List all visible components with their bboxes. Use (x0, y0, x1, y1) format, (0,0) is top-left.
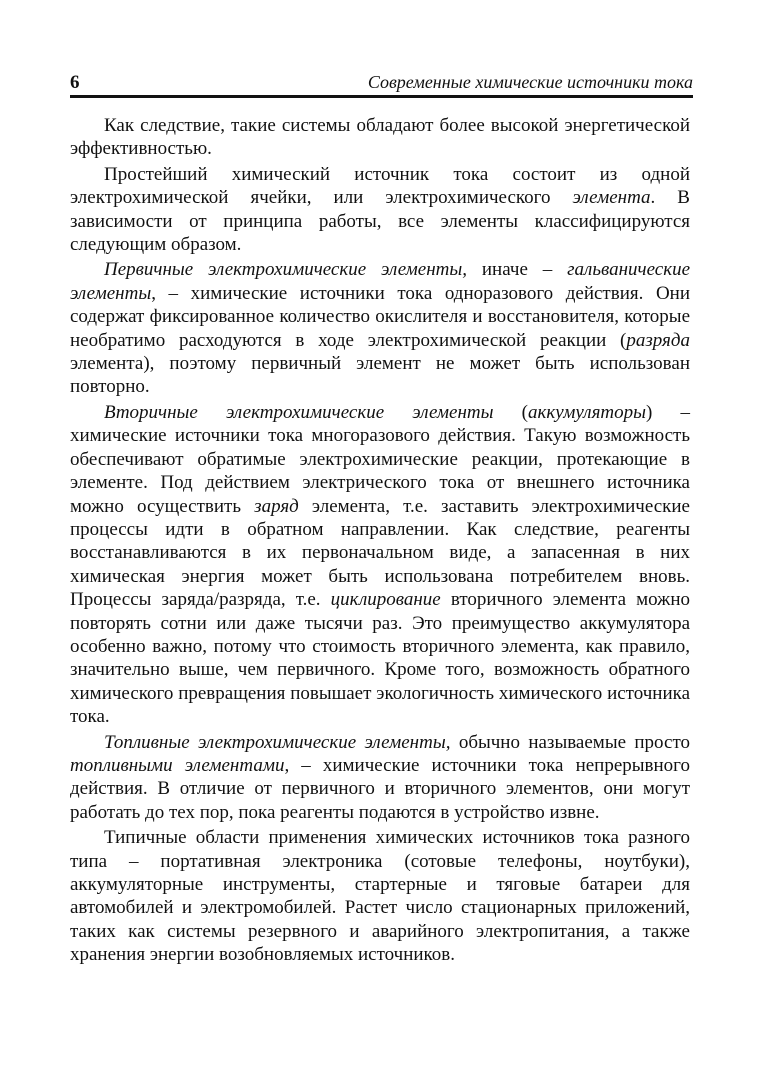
paragraph-simplest-source: Простейший химический источник тока состоит из одной электрохимической ячейки, или электрохимического элемента. В зависимости от принципа работы, все элементы классифицируются следующим образом. (70, 163, 690, 256)
paragraph-primary-elements: Первичные электрохимические элементы, иначе – гальванические элементы, – химические источники тока одноразового действия. Они содержат фиксированное количество окислителя и восстановителя, которые необратимо расходуются в ходе электрохимической реакции (разряда элемента), поэтому первичный элемент не может быть использован повторно. (70, 259, 691, 398)
paragraph-applications: Типичные области применения химических источников тока разного типа – портативная электроника (сотовые телефоны, ноутбуки), аккумуляторные инструменты, стартерные и тяговые батареи для автомобилей и электромобилей. Растет число стационарных приложений, таких как системы резервного и аварийного электропитания, а также хранения энергии возобновляемых источников. (70, 827, 690, 966)
body-text (70, 114, 690, 967)
running-title: Современные химические источники тока (367, 72, 693, 92)
header-rule (70, 95, 693, 98)
paragraph-consequence: Как следствие, такие системы обладают более высокой энергетической эффективностью. (70, 115, 690, 160)
paragraph-secondary-elements: Вторичные электрохимические элементы (аккумуляторы) – химические источники тока многоразового действия. Такую возможность обеспечивают обратимые электрохимические реакции, протекающие в элементе. Под действием электрического тока от внешнего источника можно осуществить заряд элемента, т.е. заставить электрохимические процессы идти в обратном направлении. Как следствие, реагенты восстанавливаются в их первоначальном виде, а запасенная в них химическая энергия может быть использована потребителем вновь. Процессы заряда/разряда, т.е. циклирование вторичного элемента можно повторять сотни или даже тысячи раз. Это преимущество аккумулятора особенно важно, потому что стоимость вторичного элемента, как правило, значительно выше, чем первичного. Кроме того, возможность обратного химического превращения повышает экологичность химического источника тока. (70, 401, 691, 728)
paragraph-fuel-elements: Топливные электрохимические элементы, обычно называемые просто топливными элементами, – химические источники тока непрерывного действия. В отличие от первичного и вторичного элементов, они могут работать до тех пор, пока реагенты подаются в устройство извне. (70, 731, 691, 823)
page-header (70, 70, 693, 96)
page-number: 6 (70, 72, 80, 93)
